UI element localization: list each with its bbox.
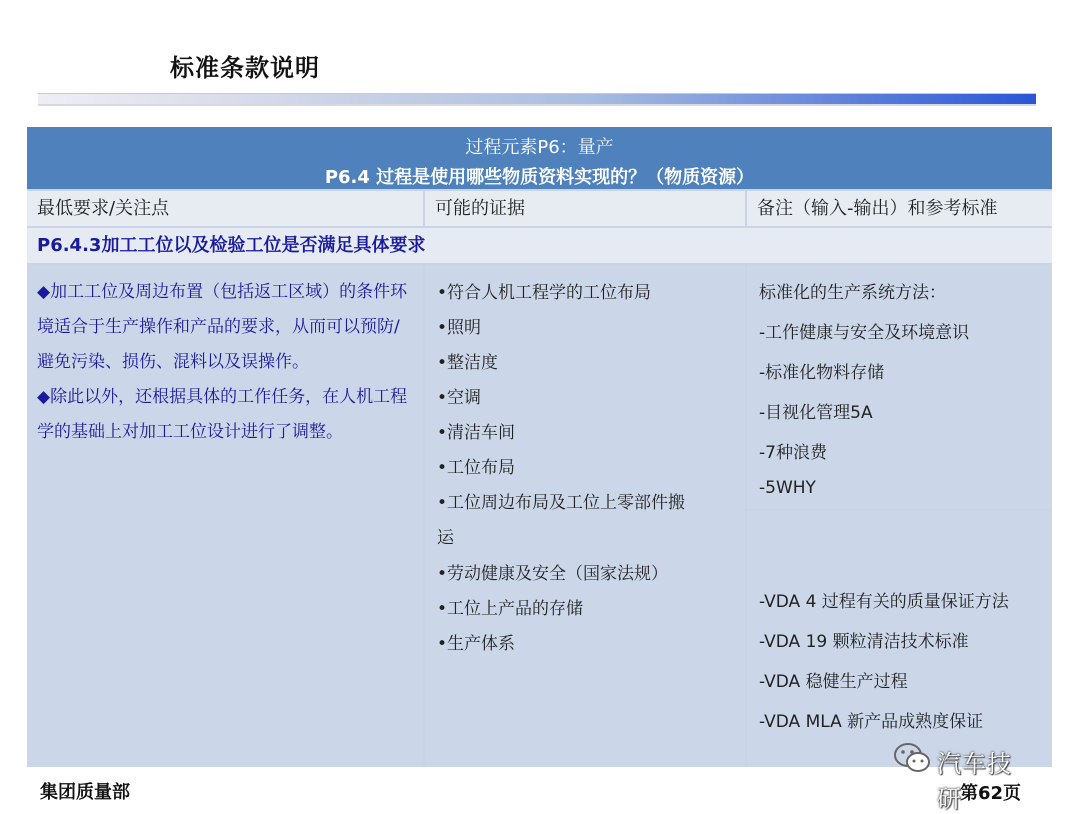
wechat-icon [893, 740, 933, 776]
evidence-item: •生产体系 [437, 634, 516, 654]
requirement-paragraph: ◆加工工位及周边布置（包括返工区域）的条件环境适合于生产操作和产品的要求，从而可以预防/避免污染、损伤、混料以及误操作。 [37, 282, 408, 372]
evidence-item: •清洁车间 [437, 423, 516, 443]
remark-item: -目视化管理5A [759, 403, 873, 423]
header-question: P6.4 过程是使用哪些物质资料实现的？（物质资源） [324, 167, 755, 188]
evidence-cell [425, 265, 745, 767]
remark-item: 标准化的生产系统方法： [759, 283, 946, 303]
evidence-item: •整洁度 [437, 353, 499, 373]
title-bar-shadow [38, 104, 1036, 106]
requirements-cell [27, 265, 423, 767]
remarks-top-cell [747, 265, 1052, 509]
column-header-remarks: 备注（输入-输出）和参考标准 [747, 191, 1052, 226]
remark-item: -工作健康与安全及环境意识 [759, 323, 970, 343]
evidence-item: •工位周边布局及工位上零部件搬 [437, 493, 686, 513]
page-title: 标准条款说明 [170, 54, 320, 82]
evidence-item: •工位上产品的存储 [437, 599, 584, 619]
evidence-item: •工位布局 [437, 458, 516, 478]
evidence-item: •空调 [437, 388, 482, 408]
remark-item: -VDA 稳健生产过程 [759, 672, 908, 692]
requirement-paragraph: ◆除此以外，还根据具体的工作任务，在人机工程学的基础上对加工工位设计进行了调整。 [37, 387, 408, 442]
remark-item: -标准化物料存储 [759, 363, 885, 383]
column-header-requirements: 最低要求/关注点 [27, 191, 423, 226]
header-process-element: 过程元素P6：量产 [465, 137, 614, 158]
footer-department: 集团质量部 [40, 782, 130, 803]
remark-item: -VDA MLA 新产品成熟度保证 [759, 712, 984, 732]
evidence-item: •符合人机工程学的工位布局 [437, 283, 652, 303]
title-gradient-bar [38, 93, 1036, 104]
remark-item: -VDA 4 过程有关的质量保证方法 [759, 592, 1009, 612]
remark-item: -7种浪费 [759, 443, 827, 463]
page-number: 第62页 [960, 783, 1022, 804]
evidence-item: •照明 [437, 318, 482, 338]
requirement-row: P6.4.3加工工位以及检验工位是否满足具体要求 [27, 228, 1052, 263]
watermark-text: 汽车技研 [937, 750, 1012, 813]
remark-item: -5WHY [759, 478, 816, 498]
remark-item: -VDA 19 颗粒清洁技术标准 [759, 632, 969, 652]
evidence-item: •劳动健康及安全（国家法规） [437, 564, 669, 584]
standard-table [27, 127, 1052, 767]
column-header-evidence: 可能的证据 [425, 191, 745, 226]
remarks-bottom-cell [747, 511, 1052, 767]
evidence-item: 运 [437, 528, 454, 548]
table-header [27, 127, 1052, 189]
